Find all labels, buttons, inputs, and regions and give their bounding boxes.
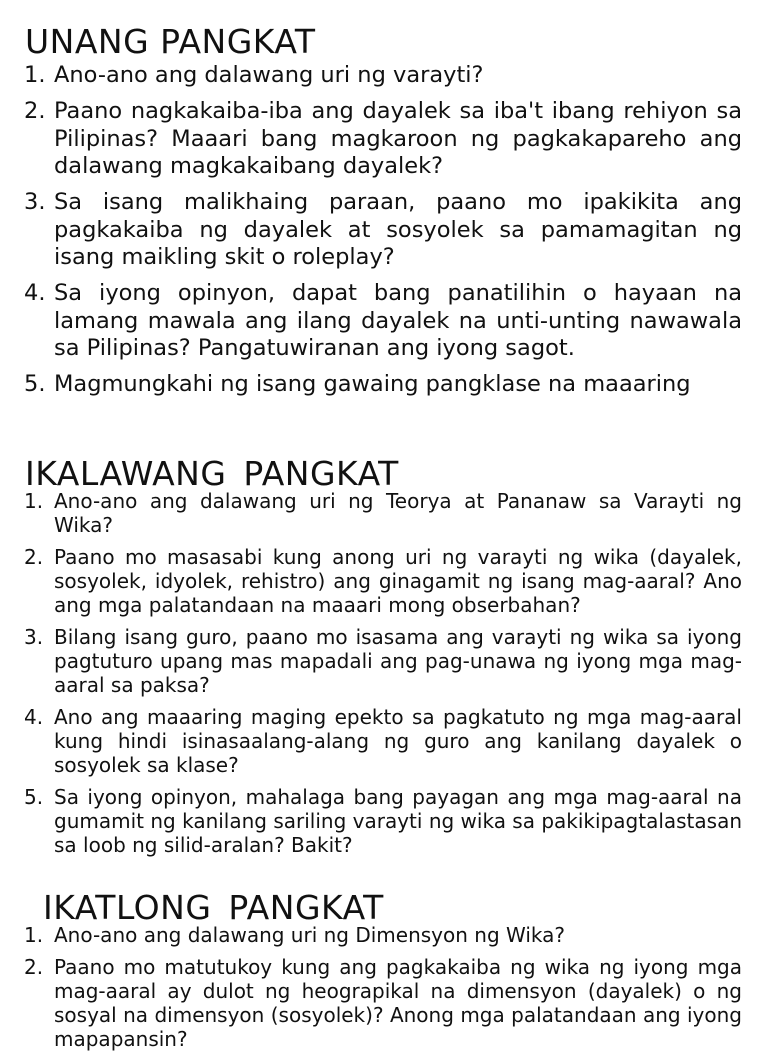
question-text: Sa iyong opinyon, dapat bang panatilihin o hayaan na lamang mawala ang ilang dayalek na unti-unting nawawala sa Pilipinas? Pangatuwiranan ang iyong sagot. bbox=[54, 280, 742, 361]
question-text: Magmungkahi ng isang gawaing pangklase na maaaring bbox=[54, 371, 691, 397]
question-item bbox=[24, 923, 742, 947]
question-number: 5. bbox=[24, 785, 44, 809]
section-title: IKALAWANG PANGKAT bbox=[25, 454, 399, 493]
question-text: Ano-ano ang dalawang uri ng Dimensyon ng Wika? bbox=[54, 923, 566, 947]
question-number: 1. bbox=[24, 62, 46, 88]
question-number: 2. bbox=[24, 955, 44, 979]
section-title: UNANG PANGKAT bbox=[25, 22, 316, 61]
question-number: 4. bbox=[24, 705, 44, 729]
question-item bbox=[24, 705, 742, 777]
question-text: Bilang isang guro, paano mo isasama ang varayti ng wika sa iyong pagtuturo upang mas mapadali ang pag-unawa ng iyong mga mag-aaral sa paksa? bbox=[54, 625, 742, 697]
question-text: Sa iyong opinyon, mahalaga bang payagan ang mga mag-aaral na gumamit ng kanilang sariling varayti ng wika sa pakikipagtalastasan sa loob ng silid-aralan? Bakit? bbox=[54, 785, 742, 857]
question-item bbox=[24, 545, 742, 617]
question-text: Ano-ano ang dalawang uri ng Teorya at Pananaw sa Varayti ng Wika? bbox=[54, 489, 742, 537]
question-item bbox=[24, 280, 742, 363]
question-number: 1. bbox=[24, 923, 44, 947]
question-number: 4. bbox=[24, 280, 46, 306]
question-list bbox=[24, 923, 742, 1059]
question-text: Paano mo masasabi kung anong uri ng varayti ng wika (dayalek, sosyolek, idyolek, rehistro) ang ginagamit ng isang mag-aaral? Ano ang mga palatandaan na maaari mong obserbahan? bbox=[54, 545, 742, 617]
question-number: 5. bbox=[24, 371, 46, 397]
section-ikalawang-pangkat bbox=[0, 432, 768, 866]
question-text: Ano-ano ang dalawang uri ng varayti? bbox=[54, 62, 484, 88]
question-text: Paano nagkakaiba-iba ang dayalek sa iba't ibang rehiyon sa Pilipinas? Maaari bang magkaroon ng pagkakapareho ang dalawang magkakaibang dayalek? bbox=[54, 98, 742, 179]
question-list bbox=[24, 489, 742, 865]
question-item bbox=[24, 62, 742, 90]
question-item bbox=[24, 98, 742, 181]
question-item bbox=[24, 785, 742, 857]
question-text: Paano mo matutukoy kung ang pagkakaiba ng wika ng iyong mga mag-aaral ay dulot ng heograpikal na dimensyon (dayalek) o ng sosyal na dimensyon (sosyolek)? Anong mga palatandaan ang iyong mapapansin? bbox=[54, 955, 742, 1051]
question-item bbox=[24, 489, 742, 537]
question-text: Sa isang malikhaing paraan, paano mo ipakikita ang pagkakaiba ng dayalek at sosyolek sa pamamagitan ng isang maikling skit o roleplay? bbox=[54, 189, 742, 270]
question-number: 2. bbox=[24, 545, 44, 569]
question-number: 2. bbox=[24, 98, 46, 124]
section-title: IKATLONG PANGKAT bbox=[43, 888, 384, 927]
question-item bbox=[24, 955, 742, 1051]
section-ikatlong-pangkat bbox=[0, 866, 768, 1051]
question-number: 3. bbox=[24, 625, 44, 649]
question-number: 3. bbox=[24, 189, 46, 215]
question-number: 1. bbox=[24, 489, 44, 513]
section-unang-pangkat bbox=[0, 0, 768, 432]
question-item bbox=[24, 189, 742, 272]
question-item bbox=[24, 371, 742, 399]
question-list bbox=[24, 62, 742, 407]
question-item bbox=[24, 625, 742, 697]
question-text: Ano ang maaaring maging epekto sa pagkatuto ng mga mag-aaral kung hindi isinasaalang-alang ng guro ang kanilang dayalek o sosyolek sa klase? bbox=[54, 705, 742, 777]
